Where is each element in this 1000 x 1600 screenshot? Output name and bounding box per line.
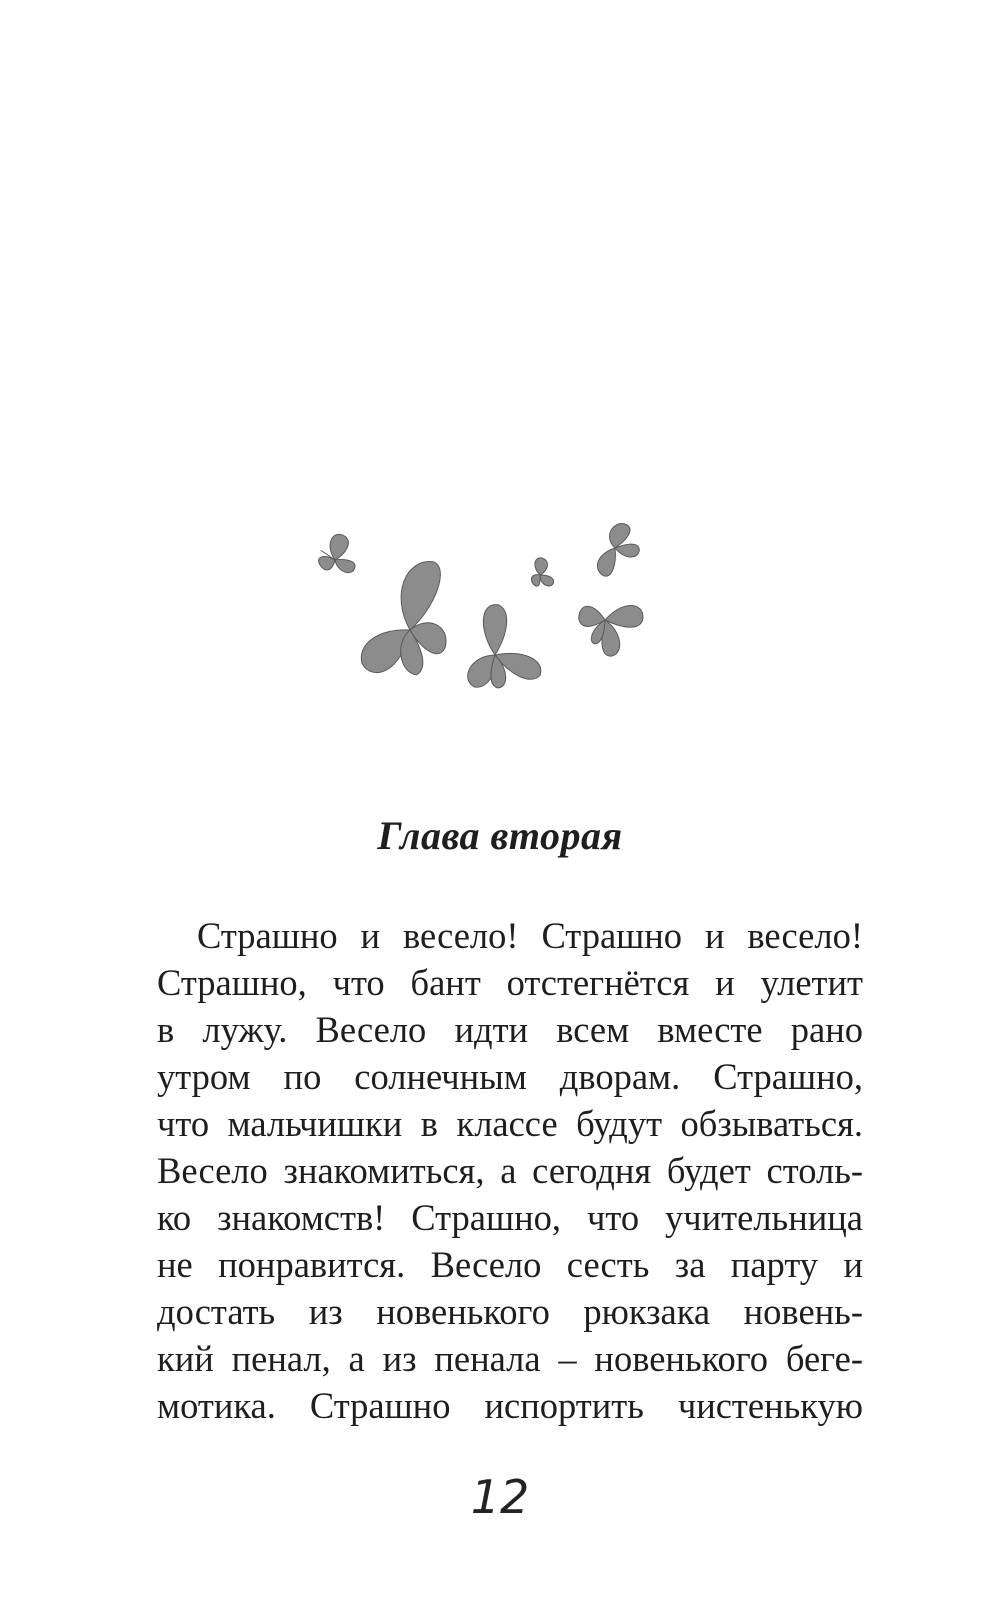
text-line: достать из новенького рюкзака новень- bbox=[157, 1291, 863, 1332]
butterfly-icon bbox=[466, 602, 551, 698]
text-line: Страшно и весело! Страшно и весело! bbox=[197, 915, 863, 956]
text-line: утром по солнечным дворам. Страшно, bbox=[157, 1056, 863, 1097]
text-line: ко знакомств! Страшно, что учительница bbox=[157, 1197, 863, 1238]
body-text bbox=[157, 912, 863, 1429]
text-line: что мальчишки в классе будут обзываться. bbox=[157, 1103, 863, 1144]
butterflies-icon bbox=[300, 520, 700, 750]
text-line: мотика. Страшно испортить чистенькую bbox=[157, 1385, 863, 1426]
text-line: кий пенал, а из пенала – новенького беге- bbox=[157, 1338, 863, 1379]
butterfly-icon bbox=[569, 589, 646, 663]
text-line: в лужу. Весело идти всем вместе рано bbox=[157, 1009, 863, 1050]
page-number: 12 bbox=[470, 1470, 530, 1524]
butterfly-icon bbox=[312, 532, 359, 582]
butterfly-icon bbox=[583, 520, 645, 579]
butterfly-icon bbox=[528, 556, 554, 589]
text-line: Страшно, что бант отстегнётся и улетит bbox=[157, 962, 863, 1003]
chapter-title: Глава вторая bbox=[377, 813, 623, 858]
text-line: не понравится. Весело сесть за парту и bbox=[157, 1244, 863, 1285]
butterfly-icon bbox=[341, 559, 465, 688]
text-line: Весело знакомиться, а сегодня будет столь- bbox=[157, 1150, 863, 1191]
